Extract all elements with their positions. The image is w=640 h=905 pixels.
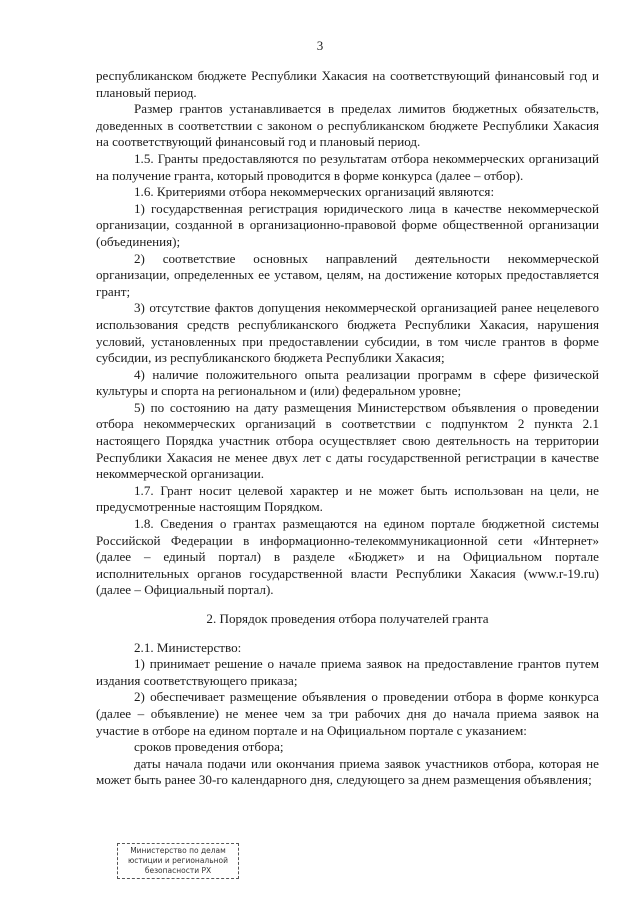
- list-item: 4) наличие положительного опыта реализации программ в сфере физической культуры и спорта на региональном и (или) федеральном уровне;: [96, 366, 599, 399]
- list-item: 2) соответствие основных направлений деятельности некоммерческой организации, определенных ее уставом, целям, на достижение которых предоставляется грант;: [96, 250, 599, 299]
- ministry-stamp: [117, 843, 239, 879]
- list-item: 3) отсутствие фактов допущения некоммерческой организацией ранее нецелевого использования средств республиканского бюджета Республики Хакасия, нарушения условий, установленных при предоставлении субсидии, в том числе грантов в форме субсидии, из республиканского бюджета Республики Хакасия;: [96, 300, 599, 366]
- stamp-line: безопасности РХ: [144, 866, 212, 875]
- list-item: 2) обеспечивает размещение объявления о проведении отбора в форме конкурса (далее – объявление) не менее чем за три рабочих дня до начала приема заявок на участие в отборе на едином портале и на Официальном портале с указанием:: [96, 689, 599, 738]
- list-item: 1) государственная регистрация юридического лица в качестве некоммерческой организации, созданной в организационно-правовой форме общественной организации (объединения);: [96, 200, 599, 249]
- paragraph: 1.7. Грант носит целевой характер и не может быть использован на цели, не предусмотренные настоящим Порядком.: [96, 482, 599, 515]
- paragraph: 1.6. Критериями отбора некоммерческих организаций являются:: [134, 184, 495, 200]
- page-number: 3: [316, 38, 324, 53]
- list-item: 1) принимает решение о начале приема заявок на предоставление грантов путем издания соответствующего приказа;: [96, 656, 599, 688]
- paragraph: 1.5. Гранты предоставляются по результатам отбора некоммерческих организаций на получение гранта, который проводится в форме конкурса (далее – отбор).: [96, 150, 599, 183]
- paragraph: Размер грантов устанавливается в пределах лимитов бюджетных обязательств, доведенных в соответствии с законом о республиканском бюджете Республики Хакасия на соответствующий финансовый год и плановый период.: [96, 101, 599, 150]
- list-item: даты начала подачи или окончания приема заявок участников отбора, которая не может быть ранее 30-го календарного дня, следующего за днем размещения объявления;: [96, 755, 599, 788]
- paragraph: республиканском бюджете Республики Хакасия на соответствующий финансовый год и плановый период.: [96, 68, 599, 100]
- paragraph: 2.1. Министерство:: [134, 639, 242, 655]
- list-item: сроков проведения отбора;: [134, 739, 284, 755]
- list-item: 5) по состоянию на дату размещения Министерством объявления о проведении отбора некоммерческих организаций в соответствии с подпунктом 2 пункта 2.1 настоящего Порядка участник отбора осуществляет свою деятельность на территории Республики Хакасия не менее двух лет с даты государственной регистрации в качестве некоммерческой организации.: [96, 399, 599, 482]
- paragraph: 1.8. Сведения о грантах размещаются на едином портале бюджетной системы Российской Федерации в информационно-телекоммуникационной сети «Интернет» (далее – единый портал) в разделе «Бюджет» и на Официальном портале исполнительных органов государственной власти Республики Хакасия (www.r-19.ru) (далее – Официальный портал).: [96, 516, 599, 598]
- stamp-line: юстиции и региональной: [127, 856, 229, 865]
- document-body: [96, 68, 599, 789]
- section-heading: 2. Порядок проведения отбора получателей гранта: [206, 611, 489, 626]
- stamp-line: Министерство по делам: [130, 846, 226, 855]
